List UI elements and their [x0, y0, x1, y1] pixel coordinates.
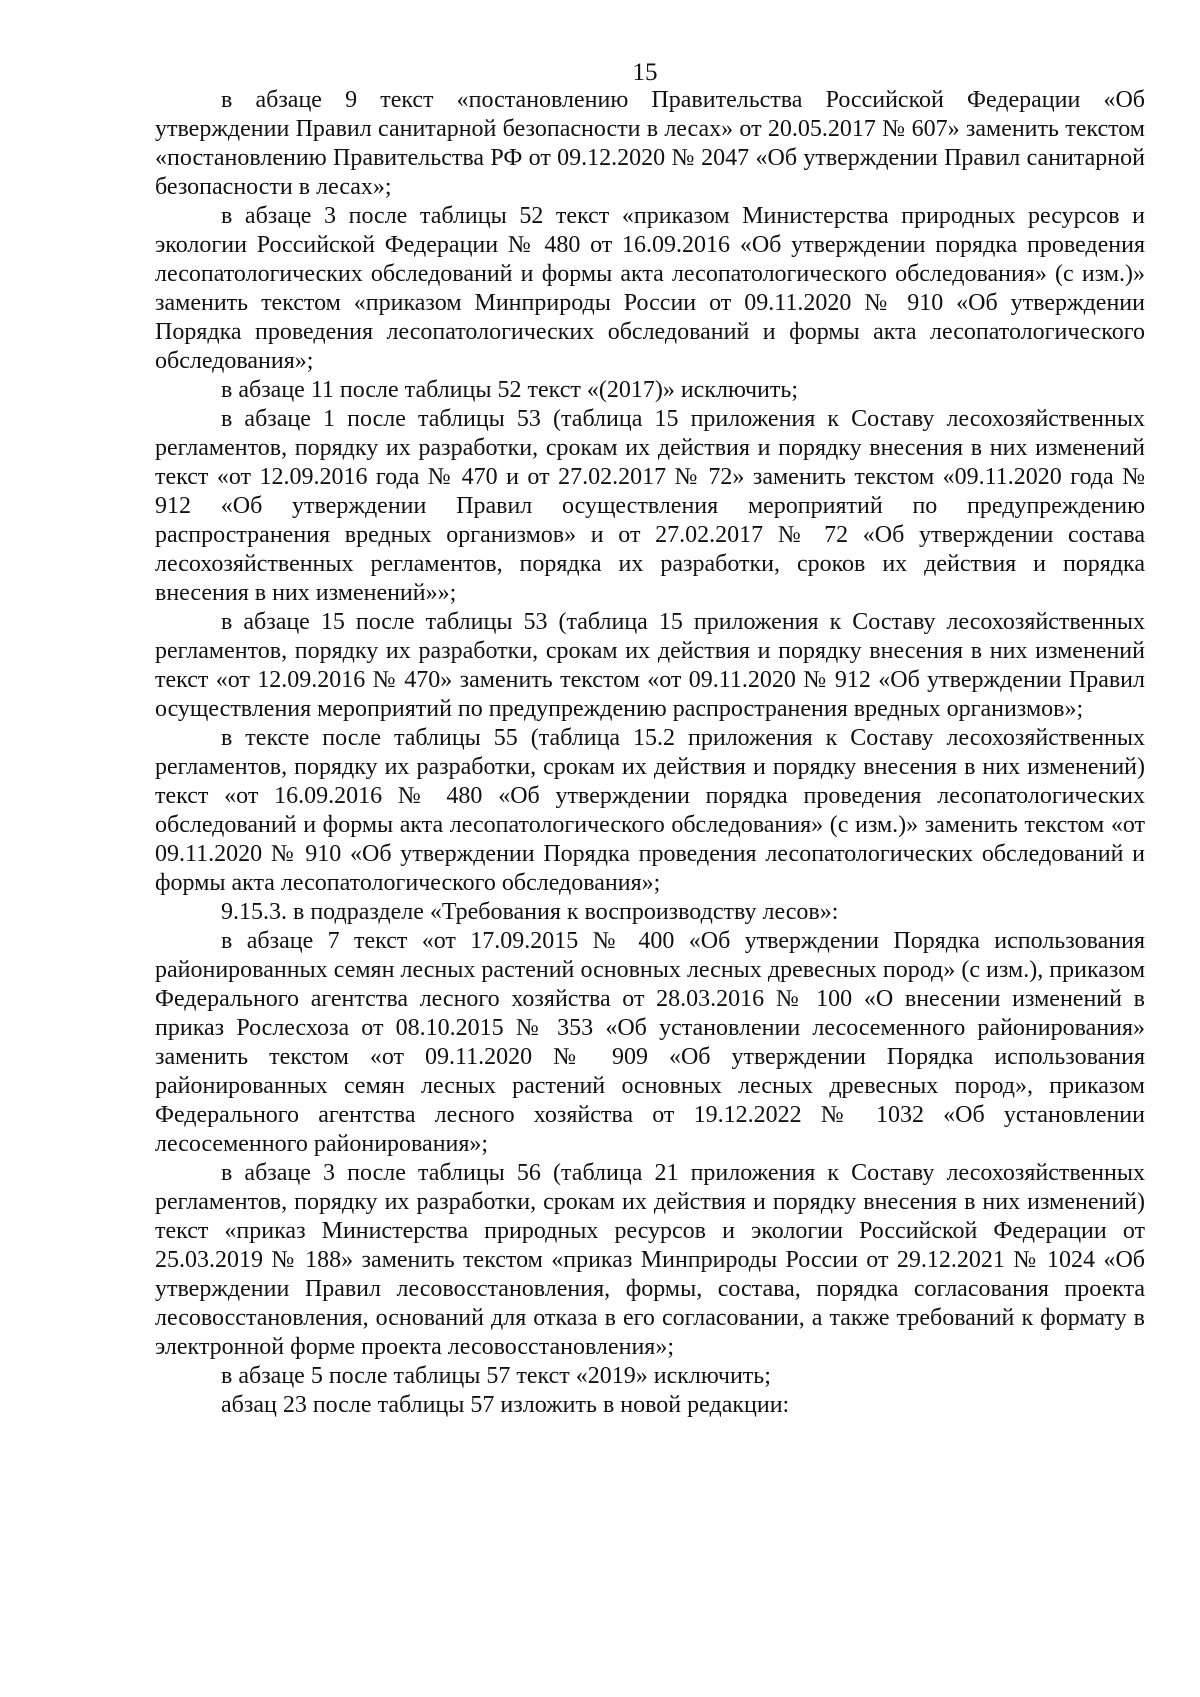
page-number: 15 [632, 59, 658, 86]
document-body [155, 86, 1145, 1420]
paragraph: в тексте после таблицы 55 (таблица 15.2 приложения к Составу лесохозяйственных регламентов, порядку их разработки, срокам их действия и порядку внесения в них изменений) текст «от 16.09.2016 № 480 «Об утверждении порядка проведения лесопатологических обследований и формы акта лесопатологического обследования» (с изм.)» заменить текстом «от 09.11.2020 № 910 «Об утверждении Порядка проведения лесопатологических обследований и формы акта лесопатологического обследования»; [155, 725, 1145, 896]
paragraph: в абзаце 9 текст «постановлению Правительства Российской Федерации «Об утверждении Правил санитарной безопасности в лесах» от 20.05.2017 № 607» заменить текстом «постановлению Правительства РФ от 09.12.2020 № 2047 «Об утверждении Правил санитарной безопасности в лесах»; [155, 87, 1145, 200]
paragraph: в абзаце 11 после таблицы 52 текст «(2017)» исключить; [221, 377, 798, 403]
paragraph: абзац 23 после таблицы 57 изложить в новой редакции: [221, 1392, 790, 1418]
section-heading: 9.15.3. в подразделе «Требования к воспроизводству лесов»: [221, 899, 839, 925]
paragraph: в абзаце 3 после таблицы 52 текст «приказом Министерства природных ресурсов и экологии Российской Федерации № 480 от 16.09.2016 «Об утверждении порядка проведения лесопатологических обследований и формы акта лесопатологического обследования» (с изм.)» заменить текстом «приказом Минприроды России от 09.11.2020 № 910 «Об утверждении Порядка проведения лесопатологических обследований и формы акта лесопатологического обследования»; [155, 203, 1145, 374]
paragraph: в абзаце 3 после таблицы 56 (таблица 21 приложения к Составу лесохозяйственных регламентов, порядку их разработки, срокам их действия и порядку внесения в них изменений) текст «приказ Министерства природных ресурсов и экологии Российской Федерации от 25.03.2019 № 188» заменить текстом «приказ Минприроды России от 29.12.2021 № 1024 «Об утверждении Правил лесовосстановления, формы, состава, порядка согласования проекта лесовосстановления, оснований для отказа в его согласовании, а также требований к формату в электронной форме проекта лесовосстановления»; [155, 1160, 1145, 1360]
paragraph: в абзаце 5 после таблицы 57 текст «2019» исключить; [221, 1363, 771, 1389]
paragraph: в абзаце 7 текст «от 17.09.2015 № 400 «Об утверждении Порядка использования районированных семян лесных растений основных лесных древесных пород» (с изм.), приказом Федерального агентства лесного хозяйства от 28.03.2016 № 100 «О внесении изменений в приказ Рослесхоза от 08.10.2015 № 353 «Об установлении лесосеменного районирования» заменить текстом «от 09.11.2020 № 909 «Об утверждении Порядка использования районированных семян лесных растений основных лесных древесных пород», приказом Федерального агентства лесного хозяйства от 19.12.2022 № 1032 «Об установлении лесосеменного районирования»; [155, 928, 1145, 1157]
paragraph: в абзаце 15 после таблицы 53 (таблица 15 приложения к Составу лесохозяйственных регламентов, порядку их разработки, срокам их действия и порядку внесения в них изменений текст «от 12.09.2016 № 470» заменить текстом «от 09.11.2020 № 912 «Об утверждении Правил осуществления мероприятий по предупреждению распространения вредных организмов»; [155, 609, 1145, 722]
paragraph: в абзаце 1 после таблицы 53 (таблица 15 приложения к Составу лесохозяйственных регламентов, порядку их разработки, срокам их действия и порядку внесения в них изменений текст «от 12.09.2016 года № 470 и от 27.02.2017 № 72» заменить текстом «09.11.2020 года № 912 «Об утверждении Правил осуществления мероприятий по предупреждению распространения вредных организмов» и от 27.02.2017 № 72 «Об утверждении состава лесохозяйственных регламентов, порядка их разработки, сроков их действия и порядка внесения в них изменений»»; [155, 406, 1145, 606]
